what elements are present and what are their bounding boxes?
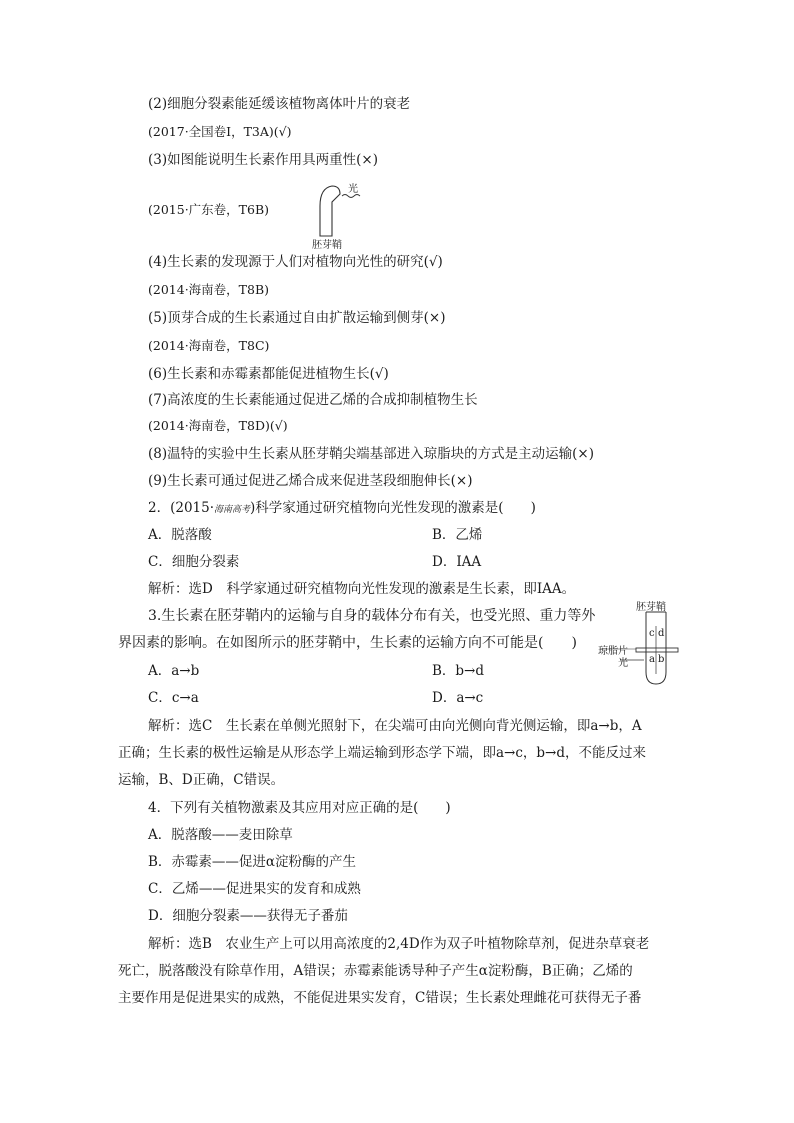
exam-stamp: 海南高考 — [214, 505, 251, 515]
q3-option-c: C．c→a — [148, 690, 199, 706]
q3-stem-line2: 界因素的影响。在如图所示的胚芽鞘中，生长素的运输方向不可能是( ) — [118, 635, 577, 651]
agar-label: 琼脂片 — [598, 646, 628, 657]
q4-option-a: A．脱落酸——麦田除草 — [148, 827, 293, 843]
q4-analysis-line3: 主要作用是促进果实的成熟，不能促进果实发育，C错误；生长素处理雌花可获得无子番 — [118, 990, 642, 1006]
statement-5: (5)顶芽合成的生长素通过自由扩散运输到侧芽(×) — [148, 310, 446, 326]
light-label: 光 — [348, 184, 358, 195]
q3-option-d: D．a→c — [432, 690, 484, 706]
source-4: (2014·海南卷，T8B) — [148, 282, 270, 297]
label-b: b — [658, 654, 665, 665]
coleoptile-figure-2 — [598, 598, 684, 690]
source-2: (2017·全国卷Ⅰ，T3A)(√) — [148, 124, 292, 139]
q3-analysis-line2: 正确；生长素的极性运输是从形态学上端运输到形态学下端，即a→c，b→d，不能反过来 — [118, 745, 647, 761]
q3-option-a: A．a→b — [148, 663, 200, 679]
q4-analysis-line2: 死亡，脱落酸没有除草作用，A错误；赤霉素能诱导种子产生α淀粉酶，B正确；乙烯的 — [118, 963, 633, 979]
q2-analysis: 解析：选D 科学家通过研究植物向光性发现的激素是生长素，即IAA。 — [148, 581, 576, 597]
q4-stem: 4．下列有关植物激素及其应用对应正确的是( ) — [148, 800, 451, 816]
fig2-top-label: 胚芽鞘 — [636, 602, 666, 613]
q3-analysis-line1: 解析：选C 生长素在单侧光照射下，在尖端可由向光侧向背光侧运输，即a→b，A — [148, 718, 642, 734]
q4-option-d: D．细胞分裂素——获得无子番茄 — [148, 908, 348, 924]
label-a: a — [649, 654, 655, 665]
statement-4: (4)生长素的发现源于人们对植物向光性的研究(√) — [148, 254, 443, 270]
q2-option-d: D．IAA — [432, 554, 482, 570]
q4-analysis-line1: 解析：选B 农业生产上可以用高浓度的2,4D作为双子叶植物除草剂，促进杂草衰老 — [148, 936, 650, 952]
statement-8: (8)温特的实验中生长素从胚芽鞘尖端基部进入琼脂块的方式是主动运输(×) — [148, 446, 594, 462]
q2-option-a: A．脱落酸 — [148, 527, 212, 543]
q2-option-c: C．细胞分裂素 — [148, 554, 240, 570]
question-2-stem: 2．(2015·海南高考)科学家通过研究植物向光性发现的激素是( ) — [148, 500, 536, 516]
fig2-light-label: 光 — [618, 658, 628, 669]
source-7: (2014·海南卷，T8D)(√) — [148, 418, 288, 433]
q2-option-b: B．乙烯 — [432, 527, 483, 543]
statement-7: (7)高浓度的生长素能通过促进乙烯的合成抑制植物生长 — [148, 392, 478, 408]
q4-option-b: B．赤霉素——促进α淀粉酶的产生 — [148, 854, 357, 870]
source-5: (2014·海南卷，T8C) — [148, 338, 270, 353]
statement-3: (3)如图能说明生长素作用具两重性(×) — [148, 152, 378, 168]
statement-6: (6)生长素和赤霉素都能促进植物生长(√) — [148, 366, 389, 382]
q3-stem-line1: 3.生长素在胚芽鞘内的运输与自身的载体分布有关，也受光照、重力等外 — [148, 608, 596, 624]
coleoptile-figure-1 — [310, 180, 380, 251]
source-3: (2015·广东卷，T6B) — [148, 202, 270, 217]
statement-9: (9)生长素可通过促进乙烯合成来促进茎段细胞伸长(×) — [148, 473, 473, 489]
q3-option-b: B．b→d — [432, 663, 485, 679]
label-d: d — [658, 628, 665, 639]
statement-2: (2)细胞分裂素能延缓该植物离体叶片的衰老 — [148, 96, 411, 112]
coleoptile-caption: 胚芽鞘 — [312, 240, 342, 251]
q3-analysis-line3: 运输，B、D正确，C错误。 — [118, 772, 285, 788]
label-c: c — [649, 628, 655, 639]
q4-option-c: C．乙烯——促进果实的发育和成熟 — [148, 881, 361, 897]
